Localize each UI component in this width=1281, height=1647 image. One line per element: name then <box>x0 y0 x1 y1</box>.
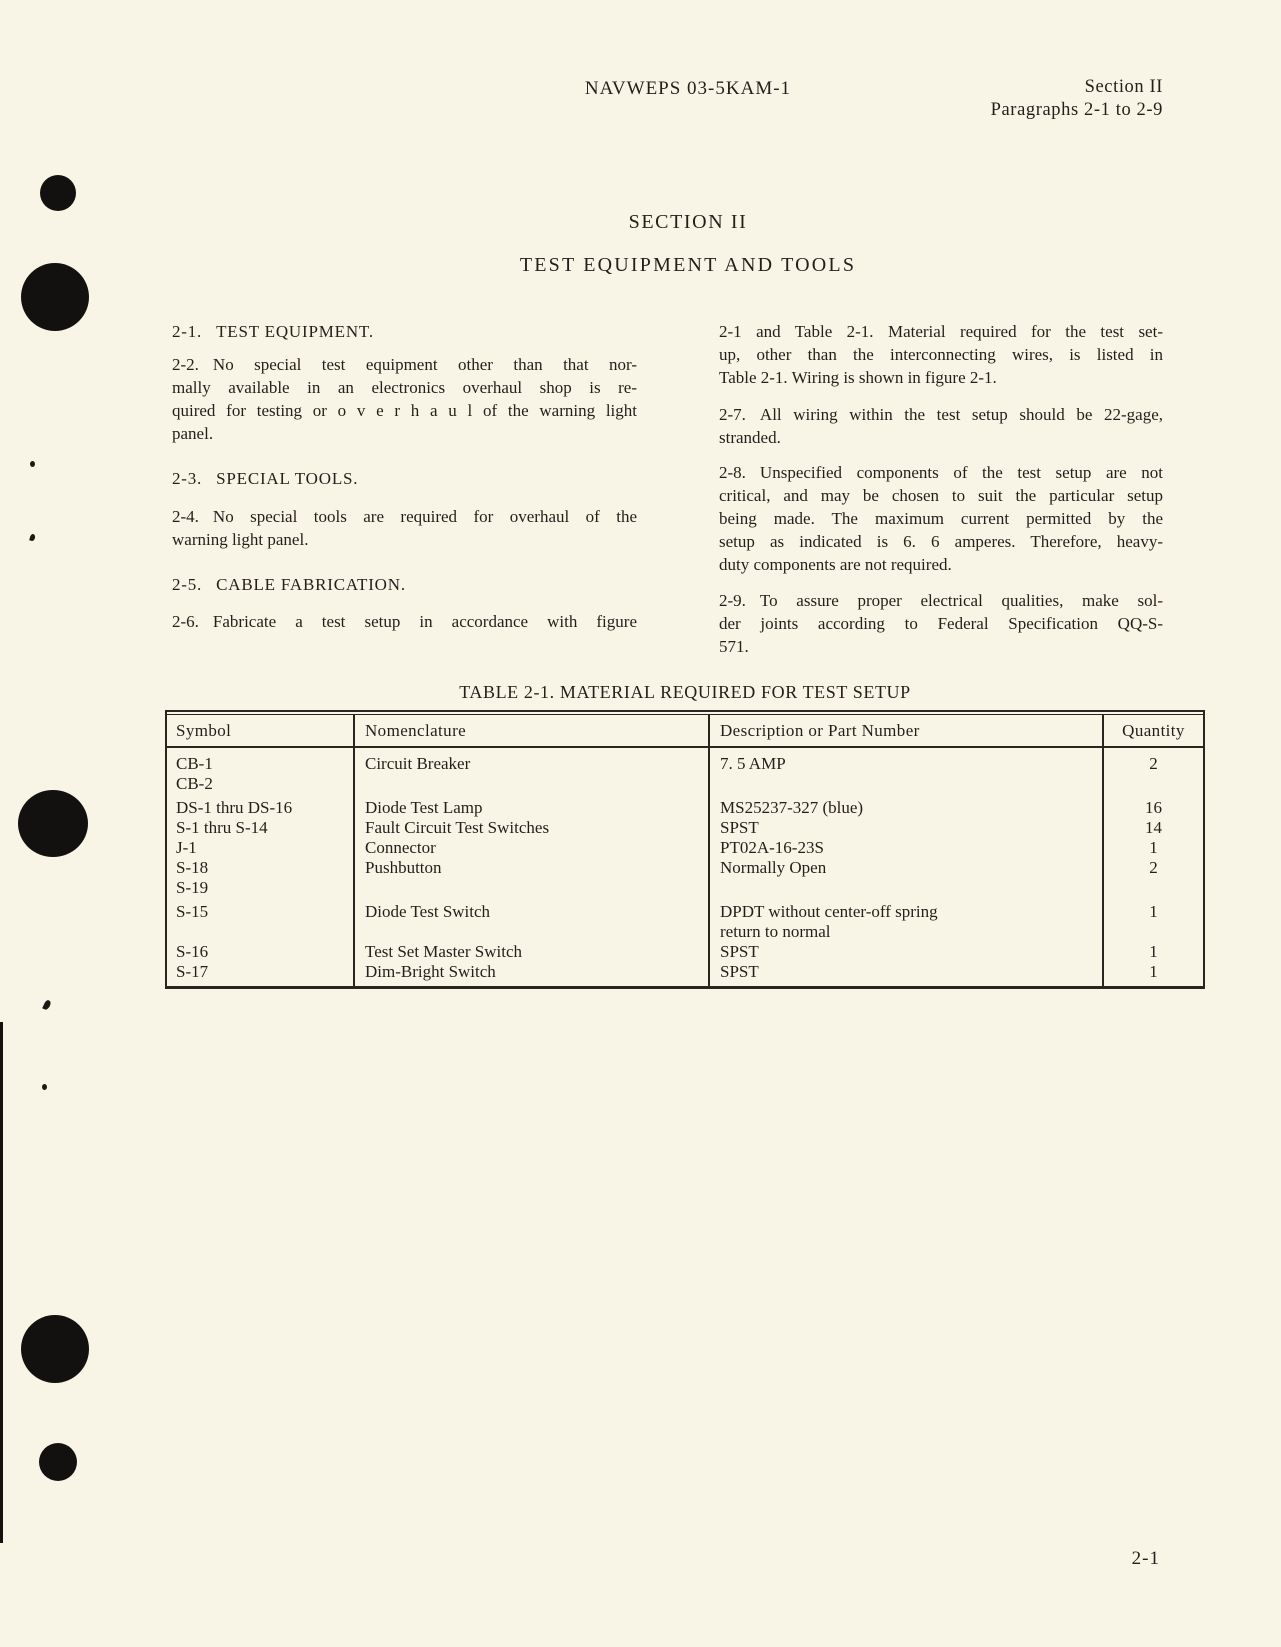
text-line: mally available in an electronics overhaul shop is re- <box>172 378 637 397</box>
header-paragraph-range: Paragraphs 2-1 to 2-9 <box>990 100 1163 120</box>
text-line: stranded. <box>719 428 781 447</box>
scan-speck <box>42 1084 47 1090</box>
table-header-cell: Symbol <box>176 721 232 740</box>
header-section-ref: Section II <box>1084 77 1163 97</box>
table-header-cell: Quantity <box>1102 715 1203 746</box>
section-title: SECTION II <box>628 211 748 233</box>
text-line: 2-7. All wiring within the test setup should be 22-gage, <box>719 405 1163 424</box>
text-line: 571. <box>719 637 749 656</box>
table-title: TABLE 2-1. MATERIAL REQUIRED FOR TEST SETUP <box>459 682 911 702</box>
text-line: 2-1 and Table 2-1. Material required for the test set- <box>719 322 1163 341</box>
paragraph <box>719 320 1163 389</box>
table-cell-quantity: 1 <box>1102 898 1203 942</box>
table-cell-description: SPST <box>708 942 1102 962</box>
table-cell-quantity: 2 <box>1102 858 1203 898</box>
right-column <box>719 320 1163 658</box>
binder-dot <box>39 1443 77 1481</box>
page-number: 2-1 <box>1131 1548 1160 1569</box>
table-cell-symbol: S-17 <box>176 962 209 981</box>
text-line: up, other than the interconnecting wires, is listed in <box>719 345 1163 364</box>
table-row <box>167 838 1203 858</box>
left-column <box>172 320 637 658</box>
binder-dot <box>21 1315 89 1383</box>
table-cell-symbol: S-16 <box>176 942 209 961</box>
paragraph-heading: 2-1. TEST EQUIPMENT. <box>172 322 374 341</box>
table-cell-symbol: S-1 thru S-14 <box>176 818 268 837</box>
paragraph-heading: 2-5. CABLE FABRICATION. <box>172 575 406 594</box>
table-cell-description: 7. 5 AMP <box>708 748 1102 794</box>
table-cell-quantity: 2 <box>1102 748 1203 794</box>
text-line: panel. <box>172 424 214 443</box>
table-cell-nomenclature: Test Set Master Switch <box>353 942 708 962</box>
table-header-cell: Description or Part Number <box>708 715 1102 746</box>
paragraph-heading: 2-3. SPECIAL TOOLS. <box>172 469 359 488</box>
table-cell-nomenclature: Connector <box>353 838 708 858</box>
table-row <box>167 818 1203 838</box>
scan-speck <box>42 999 52 1011</box>
table-cell-description: SPST <box>708 962 1102 986</box>
table-cell-quantity: 1 <box>1102 838 1203 858</box>
text-line: 2-8. Unspecified components of the test setup are not <box>719 463 1163 482</box>
text-line: 2-2. No special test equipment other than that nor- <box>172 355 637 374</box>
table-cell-quantity: 1 <box>1102 962 1203 986</box>
binder-dot <box>40 175 76 211</box>
text-line: 2-9. To assure proper electrical qualities, make sol- <box>719 591 1163 610</box>
paragraph <box>172 353 637 445</box>
binder-dot <box>18 790 88 857</box>
table-cell-symbol: DS-1 thru DS-16 <box>176 798 293 817</box>
paragraph <box>172 610 637 633</box>
table-row <box>167 942 1203 962</box>
table-cell-nomenclature: Pushbutton <box>353 858 708 898</box>
table-cell-description: MS25237-327 (blue) <box>708 794 1102 818</box>
paragraph <box>719 461 1163 576</box>
table-cell-description: SPST <box>708 818 1102 838</box>
table-row <box>167 794 1203 818</box>
table-cell-symbol: CB-1 CB-2 <box>176 754 213 793</box>
table-cell-quantity: 16 <box>1102 794 1203 818</box>
text-line: setup as indicated is 6. 6 amperes. Therefore, heavy- <box>719 532 1163 551</box>
material-table <box>165 710 1205 989</box>
table-body <box>167 748 1203 986</box>
header-right-block <box>991 76 1163 122</box>
table-cell-description: Normally Open <box>708 858 1102 898</box>
table-cell-description: DPDT without center-off spring return to normal <box>708 898 1102 942</box>
table-header-row <box>167 715 1203 748</box>
text-line: being made. The maximum current permitted by the <box>719 509 1163 528</box>
table-row <box>167 858 1203 898</box>
binder-dot <box>21 263 89 331</box>
text-columns <box>172 320 1163 658</box>
table-cell-description: PT02A-16-23S <box>708 838 1102 858</box>
text-line: critical, and may be chosen to suit the particular setup <box>719 486 1163 505</box>
table-row <box>167 962 1203 986</box>
text-line: duty components are not required. <box>719 555 952 574</box>
table-cell-quantity: 14 <box>1102 818 1203 838</box>
scan-edge-artifact <box>0 1022 3 1543</box>
publication-number: NAVWEPS 03-5KAM-1 <box>584 78 792 99</box>
paragraph <box>719 589 1163 658</box>
text-line: 2-4. No special tools are required for overhaul of the <box>172 507 637 526</box>
section-subtitle: TEST EQUIPMENT AND TOOLS <box>519 254 857 276</box>
table-cell-nomenclature: Diode Test Lamp <box>353 794 708 818</box>
scan-speck <box>29 533 36 541</box>
table-row <box>167 898 1203 942</box>
paragraph <box>719 403 1163 449</box>
text-line: Table 2-1. Wiring is shown in figure 2-1. <box>719 368 997 387</box>
table-cell-symbol: S-15 <box>176 902 209 921</box>
table-cell-symbol: S-18 S-19 <box>176 858 209 897</box>
text-line: 2-6. Fabricate a test setup in accordance with figure <box>172 612 637 631</box>
table-cell-nomenclature: Fault Circuit Test Switches <box>353 818 708 838</box>
text-line: der joints according to Federal Specification QQ-S- <box>719 614 1163 633</box>
text-line: quired for testing or o v e r h a u l of the warning light <box>172 401 637 420</box>
table-cell-nomenclature: Diode Test Switch <box>353 898 708 942</box>
paragraph <box>172 505 637 551</box>
text-line: warning light panel. <box>172 530 309 549</box>
table-cell-nomenclature: Dim-Bright Switch <box>353 962 708 986</box>
scan-speck <box>30 461 35 467</box>
table-cell-nomenclature: Circuit Breaker <box>353 748 708 794</box>
table-header-cell: Nomenclature <box>353 715 708 746</box>
table-cell-quantity: 1 <box>1102 942 1203 962</box>
table-row <box>167 748 1203 794</box>
table-cell-symbol: J-1 <box>176 838 197 857</box>
